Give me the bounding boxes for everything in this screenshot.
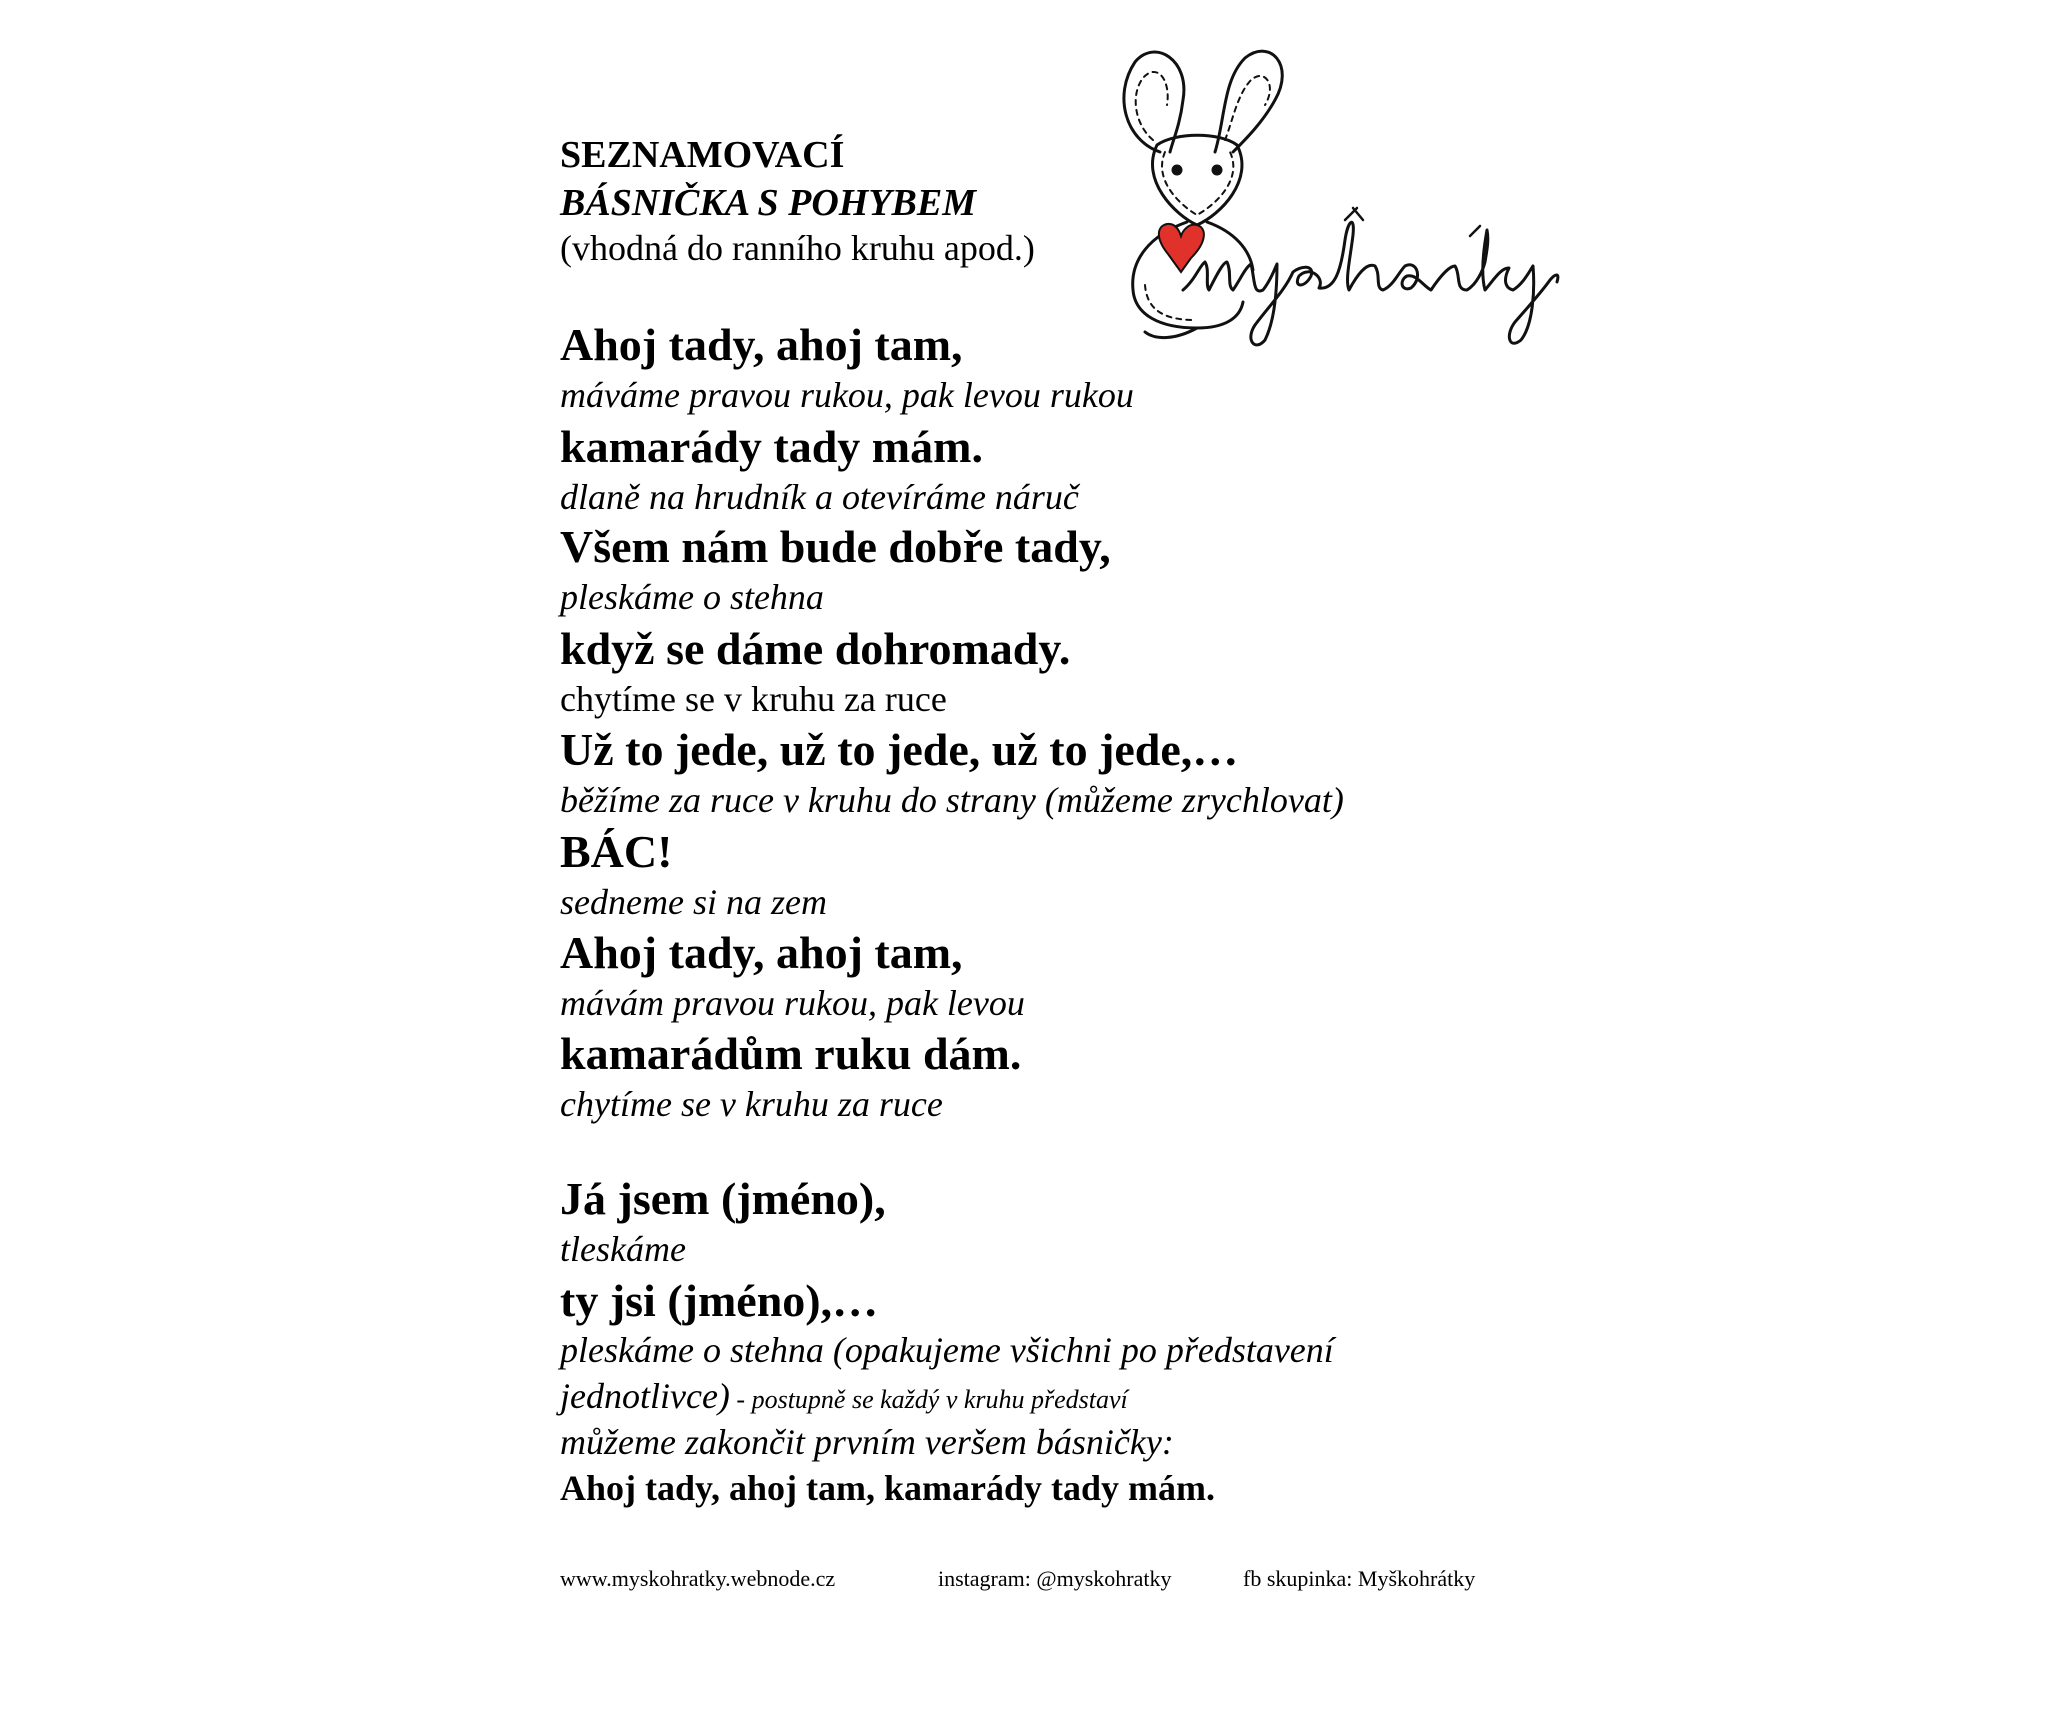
verse-line: Ahoj tady, ahoj tam,: [560, 927, 963, 978]
verse-line: BÁC!: [560, 826, 673, 877]
heart-icon: [1159, 224, 1204, 272]
movement-instruction: dlaně na hrudník a otevíráme náruč: [560, 477, 1079, 517]
verse-line: ty jsi (jméno),…: [560, 1275, 879, 1326]
movement-instruction: jednotlivce): [560, 1376, 730, 1416]
movement-instruction: máváme pravou rukou, pak levou rukou: [560, 375, 1134, 415]
movement-instruction: mávám pravou rukou, pak levou: [560, 983, 1025, 1023]
movement-instruction: můžeme zakončit prvním veršem básničky:: [560, 1422, 1174, 1462]
footer-facebook: fb skupinka: Myškohrátky: [1243, 1566, 1476, 1591]
movement-instruction: pleskáme o stehna (opakujeme všichni po představení: [560, 1330, 1334, 1370]
document-title: SEZNAMOVACÍ: [560, 134, 845, 176]
document-note: (vhodná do ranního kruhu apod.): [560, 228, 1035, 268]
verse-line: když se dáme dohromady.: [560, 623, 1071, 674]
movement-instruction: pleskáme o stehna: [560, 577, 824, 617]
verse-line: kamarády tady mám.: [560, 421, 983, 472]
verse-line: Už to jede, už to jede, už to jede,…: [560, 724, 1239, 775]
movement-instruction: chytíme se v kruhu za ruce: [560, 679, 947, 719]
myskohratky-logo: [1105, 40, 1590, 350]
verse-line: kamarádům ruku dám.: [560, 1028, 1022, 1079]
movement-instruction: chytíme se v kruhu za ruce: [560, 1084, 943, 1124]
footer-instagram: instagram: @myskohratky: [938, 1566, 1172, 1591]
movement-instruction-line: [560, 1378, 1128, 1414]
movement-instruction: tleskáme: [560, 1229, 686, 1269]
document-subtitle: BÁSNIČKA S POHYBEM: [560, 182, 977, 224]
verse-line: Všem nám bude dobře tady,: [560, 521, 1111, 572]
footer-website: www.myskohratky.webnode.cz: [560, 1566, 836, 1591]
closing-verse: Ahoj tady, ahoj tam, kamarády tady mám.: [560, 1468, 1216, 1508]
logo-lettering-icon: [1183, 208, 1558, 345]
movement-instruction: běžíme za ruce v kruhu do strany (můžeme zrychlovat): [560, 780, 1344, 820]
movement-instruction: sedneme si na zem: [560, 882, 827, 922]
verse-line: Ahoj tady, ahoj tam,: [560, 319, 963, 370]
small-note: - postupně se každý v kruhu představí: [729, 1385, 1128, 1414]
mouse-heart-icon: [1124, 51, 1282, 337]
verse-line: Já jsem (jméno),: [560, 1173, 886, 1224]
